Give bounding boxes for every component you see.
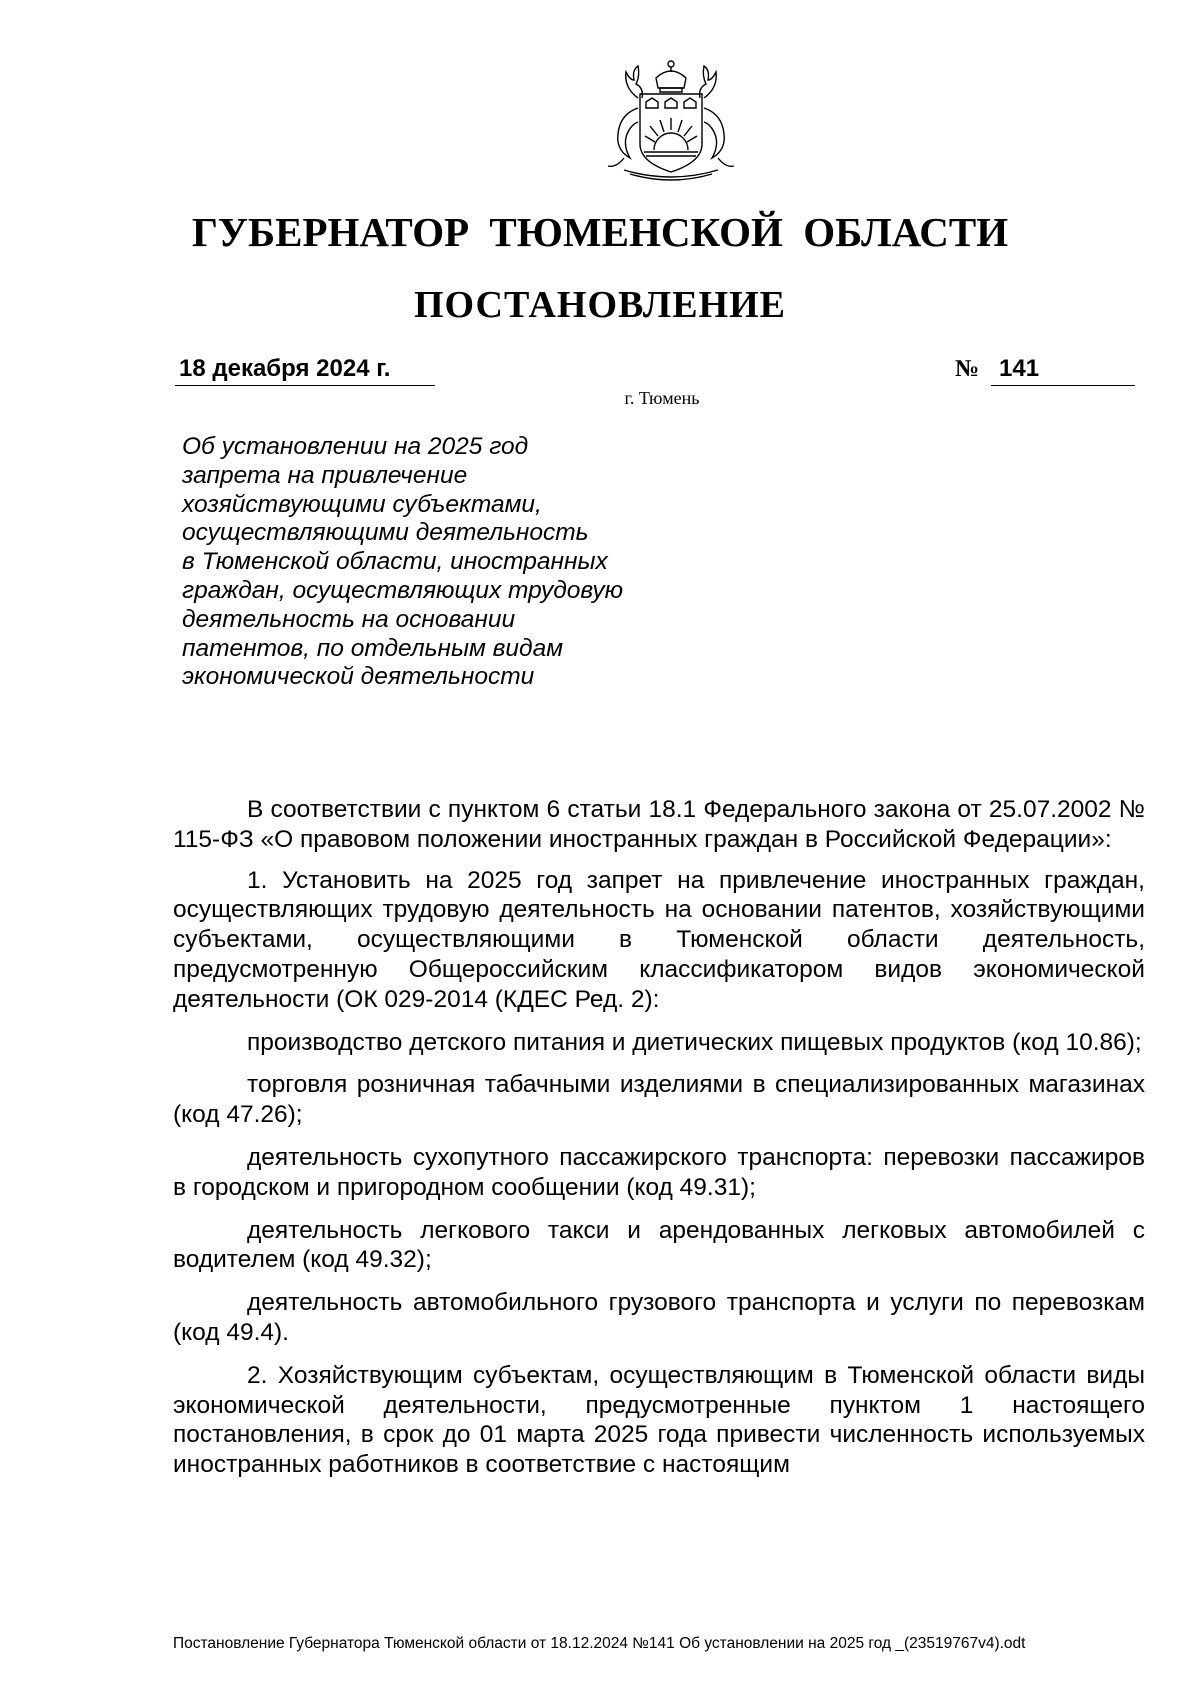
issuing-authority-heading: ГУБЕРНАТОР ТЮМЕНСКОЙ ОБЛАСТИ [191, 209, 1009, 255]
coat-of-arms-icon [594, 58, 748, 184]
document-body [173, 795, 1145, 1493]
issue-place-text: г. Тюмень [624, 388, 700, 408]
document-date: 18 декабря 2024 г. [179, 355, 391, 382]
title-line: деятельность на основании [182, 605, 516, 633]
title-line: экономической деятельности [182, 663, 535, 691]
activity-item: деятельность легкового такси и арендованных легковых автомобилей с водителем (код 49.32); [173, 1216, 1145, 1274]
activity-item: производство детского питания и диетических пищевых продуктов (код 10.86); [247, 1028, 1142, 1056]
document-date-field [175, 355, 435, 386]
title-line: Об установлении на 2025 год [182, 433, 529, 460]
clause-2-paragraph: 2. Хозяйствующим субъектам, осуществляющим в Тюменской области виды экономической деятельности, предусмотренные пунктом 1 настоящего постановления, в срок до 01 марта 2025 года привести численность используемых иностранных работников в соответствие с настоящим [173, 1361, 1145, 1479]
document-number-line [991, 355, 1135, 386]
clause-1-paragraph: 1. Установить на 2025 год запрет на привлечение иностранных граждан, осуществляющих трудовую деятельность на основании патентов, хозяйствующими субъектами, осуществляющими в Тюменской области деятельность, предусмотренную Общероссийским классификатором видов экономической деятельности (ОК 029-2014 (КДЕС Ред. 2): [173, 866, 1145, 1013]
issue-place [0, 387, 1200, 409]
document-type-heading: ПОСТАНОВЛЕНИЕ [413, 284, 787, 326]
title-line: запрета на привлечение [182, 461, 468, 489]
footer-file-reference: Постановление Губернатора Тюменской области от 18.12.2024 №141 Об установлении на 2025 год _(23519767v4).odt [173, 1635, 1026, 1652]
activity-item: деятельность сухопутного пассажирского транспорта: перевозки пассажиров в городском и пригородном сообщении (код 49.31); [173, 1143, 1145, 1201]
title-line: в Тюменской области, иностранных [182, 548, 608, 576]
title-line: осуществляющими деятельность [182, 519, 589, 547]
document-number-field [955, 355, 1135, 385]
activity-item: торговля розничная табачными изделиями в специализированных магазинах (код 47.26); [173, 1071, 1145, 1129]
activity-item: деятельность автомобильного грузового транспорта и услуги по перевозкам (код 49.4). [173, 1289, 1145, 1346]
title-line: патентов, по отдельным видам [182, 634, 564, 662]
document-title [182, 433, 702, 692]
title-line: хозяйствующими субъектами, [182, 490, 542, 518]
preamble-paragraph: В соответствии с пунктом 6 статьи 18.1 Федерального закона от 25.07.2002 № 115-ФЗ «О правовом положении иностранных граждан в Российской Федерации»: [173, 796, 1145, 853]
title-line: граждан, осуществляющих трудовую [182, 576, 624, 604]
document-number: 141 [999, 355, 1040, 382]
number-sign: № [955, 356, 980, 382]
